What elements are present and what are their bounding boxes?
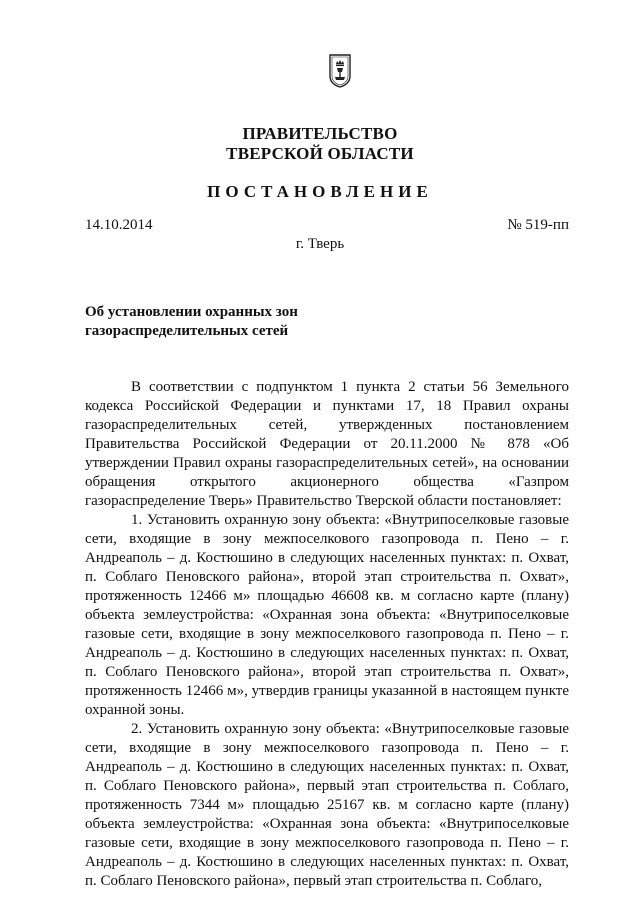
government-title-line2: ТВЕРСКОЙ ОБЛАСТИ: [226, 144, 414, 163]
subject-line1: Об установлении охранных зон: [85, 304, 298, 320]
document-city: г. Тверь: [295, 236, 345, 252]
body-item-1: 1. Установить охранную зону объекта: «Внутрипоселковые газовые сети, входящие в зону межпоселкового газопровода п. Пено – г. Андреаполь – д. Костюшино в следующих населенных пунктах: п. Охват, п. Соблаго Пеновского района», второй этап строительства п. Охват», протяженность 12466 м» площадью 46608 кв. м согласно карте (плану) объекта землеустройства: «Охранная зона объекта: «Внутрипоселковые газовые сети, входящие в зону межпоселкового газопровода п. Пено – г. Андреаполь – д. Костюшино в следующих населенных пунктах: п. Охват, п. Соблаго Пеновского района», второй этап строительства п. Охват», протяженность 12466 м», утвердив границы указанной в настоящем пункте охранной зоны.: [85, 512, 569, 718]
document-type-title: ПОСТАНОВЛЕНИЕ: [207, 182, 433, 201]
document-date: 14.10.2014: [85, 217, 153, 233]
document-number: № 519-пп: [507, 217, 569, 233]
body-intro-paragraph: В соответствии с подпунктом 1 пункта 2 статьи 56 Земельного кодекса Российской Федерации и пунктами 17, 18 Правил охраны газораспределительных сетей, утвержденных постановлением Правительства Российской Федерации от 20.11.2000 № 878 «Об утверждении Правил охраны газораспределительных сетей», на основании обращения открытого акционерного общества «Газпром газораспределение Тверь» Правительство Тверской области постановляет:: [85, 379, 569, 509]
document-body: [85, 378, 569, 891]
coat-of-arms-icon: [329, 54, 351, 88]
body-item-2: 2. Установить охранную зону объекта: «Внутрипоселковые газовые сети, входящие в зону межпоселкового газопровода п. Пено – г. Андреаполь – д. Костюшино в следующих населенных пунктах: п. Охват, п. Соблаго Пеновского района», первый этап строительства п. Соблаго, протяженность 7344 м» площадью 25167 кв. м согласно карте (плану) объекта землеустройства: «Охранная зона объекта: «Внутрипоселковые газовые сети, входящие в зону межпоселкового газопровода п. Пено – г. Андреаполь – д. Костюшино в следующих населенных пунктах: п. Охват, п. Соблаго Пеновского района», первый этап строительства п. Соблаго,: [85, 721, 569, 889]
subject-line2: газораспределительных сетей: [85, 323, 289, 339]
government-title-line1: ПРАВИТЕЛЬСТВО: [242, 124, 398, 143]
document-subject: [85, 303, 385, 341]
